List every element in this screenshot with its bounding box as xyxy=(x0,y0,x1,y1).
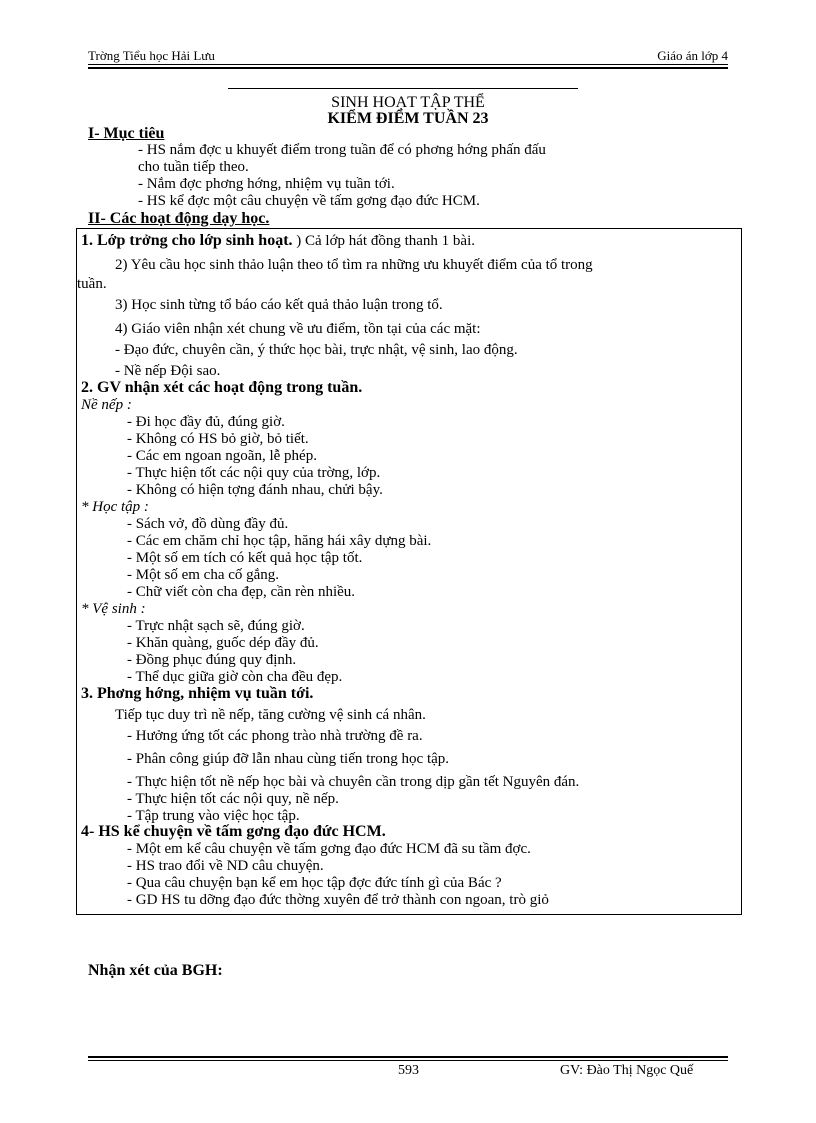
nenep-item: - Đi học đầy đủ, đúng giờ. xyxy=(127,414,285,430)
hoctap-item: - Sách vở, đồ dùng đầy đủ. xyxy=(127,516,289,532)
next-week-item: - Tập trung vào việc học tập. xyxy=(127,808,300,824)
review-label: Nhận xét của BGH: xyxy=(88,962,223,979)
title-rule xyxy=(228,88,578,89)
nenep-item: - Các em ngoan ngoãn, lễ phép. xyxy=(127,448,317,464)
page-title: SINH HOẠT TẬP THỂ xyxy=(331,94,485,111)
activity-1: 1. Lớp trởng cho lớp sinh hoạt. ) Cả lớp hát đồng thanh 1 bài. xyxy=(81,232,475,249)
next-week-item: - Thực hiện tốt nề nếp học bài và chuyên cần trong dịp gần tết Nguyên đán. xyxy=(127,774,580,790)
header-rule xyxy=(88,64,728,65)
next-week-item: - Hưởng ứng tốt các phong trào nhà trường đề ra. xyxy=(127,728,423,744)
section-activities-heading: II- Các hoạt động dạy học. xyxy=(88,210,270,227)
objective-item: - HS nắm đợc u khuyết điểm trong tuần để có phơng hớng phấn đấu xyxy=(138,142,546,158)
objective-item: cho tuần tiếp theo. xyxy=(138,159,249,175)
grade-label: Giáo án lớp 4 xyxy=(657,48,728,63)
section-objectives-heading: I- Mục tiêu xyxy=(88,125,165,142)
hoctap-item: - Một số em tích có kết quả học tập tốt. xyxy=(127,550,363,566)
vesinh-item: - Thể dục giữa giờ còn cha đều đẹp. xyxy=(127,669,343,685)
objective-item: - Nắm đợc phơng hớng, nhiệm vụ tuần tới. xyxy=(138,176,395,192)
hcm-item: - Một em kể câu chuyện về tấm gơng đạo đức HCM đã su tầm đợc. xyxy=(127,841,531,857)
next-week-item: - Thực hiện tốt các nội quy, nề nếp. xyxy=(127,791,339,807)
hcm-item: - GD HS tu dỡng đạo đức thờng xuyên để trở thành con ngoan, trò giỏ xyxy=(127,892,549,908)
teacher-name: GV: Đào Thị Ngọc Quế xyxy=(560,1063,694,1078)
activity-4a: - Đạo đức, chuyên cần, ý thức học bài, trực nhật, vệ sinh, lao động. xyxy=(115,342,518,358)
activity-2: 2) Yêu cầu học sinh thảo luận theo tổ tìm ra những ưu khuyết điểm của tổ trong xyxy=(115,257,593,273)
page-subtitle: KIỂM ĐIỂM TUẦN 23 xyxy=(327,110,489,127)
nenep-item: - Thực hiện tốt các nội quy của trờng, lớp. xyxy=(127,465,381,481)
vesinh-item: - Khăn quàng, guốc dép đầy đủ. xyxy=(127,635,319,651)
activity-3: 3) Học sinh từng tổ báo cáo kết quả thảo luận trong tổ. xyxy=(115,297,443,313)
heading-next-week: 3. Phơng hớng, nhiệm vụ tuần tới. xyxy=(81,685,314,702)
vesinh-item: - Đồng phục đúng quy định. xyxy=(127,652,297,668)
header-rule-thick xyxy=(88,67,728,69)
next-week-item: - Phân công giúp đỡ lẫn nhau cùng tiến trong học tập. xyxy=(127,751,450,767)
activity-4b: - Nề nếp Đội sao. xyxy=(115,363,221,379)
heading-hcm-story: 4- HS kể chuyện về tấm gơng đạo đức HCM. xyxy=(81,823,386,840)
hoctap-item: - Các em chăm chỉ học tập, hăng hái xây dựng bài. xyxy=(127,533,432,549)
page-number: 593 xyxy=(398,1063,419,1078)
hcm-item: - HS trao đổi về ND câu chuyện. xyxy=(127,858,324,874)
school-name: Trờng Tiểu học Hải Lưu xyxy=(88,48,215,63)
footer-rule-thick xyxy=(88,1056,728,1058)
objective-item: - HS kể đợc một câu chuyện về tấm gơng đạo đức HCM. xyxy=(138,193,480,209)
next-week-intro: Tiếp tục duy trì nề nếp, tăng cường vệ sinh cá nhân. xyxy=(115,707,426,723)
hoctap-item: - Chữ viết còn cha đẹp, cần rèn nhiều. xyxy=(127,584,356,600)
nenep-item: - Không có HS bỏ giờ, bỏ tiết. xyxy=(127,431,309,447)
label-vesinh: * Vệ sinh : xyxy=(81,601,146,617)
heading-gv-review: 2. GV nhận xét các hoạt động trong tuần. xyxy=(81,379,363,396)
activity-4: 4) Giáo viên nhận xét chung về ưu điểm, tồn tại của các mặt: xyxy=(115,321,481,337)
hcm-item: - Qua câu chuyện bạn kể em học tập đợc đức tính gì của Bác ? xyxy=(127,875,502,891)
activity-2-cont: tuần. xyxy=(77,276,107,292)
nenep-item: - Không có hiện tợng đánh nhau, chửi bậy. xyxy=(127,482,383,498)
label-hoctap: * Học tập : xyxy=(81,499,149,515)
activities-box xyxy=(76,228,742,915)
hoctap-item: - Một số em cha cố gắng. xyxy=(127,567,280,583)
footer-rule xyxy=(88,1060,728,1061)
label-nenep: Nề nếp : xyxy=(81,397,132,413)
vesinh-item: - Trực nhật sạch sẽ, đúng giờ. xyxy=(127,618,305,634)
